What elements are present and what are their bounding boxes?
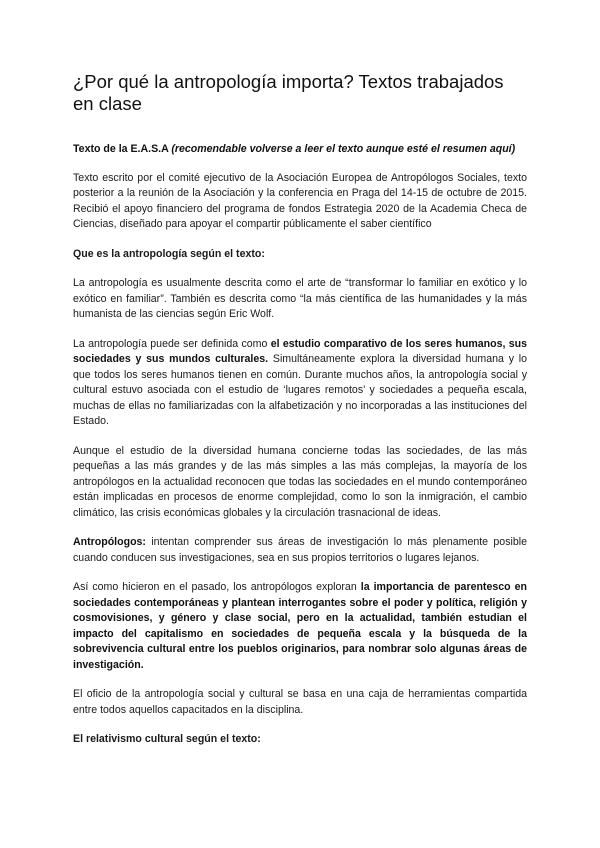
text-run: Simultáneamente explora la diversidad humana y lo que todos los seres humanos tienen en común. Durante muchos años, la antropología social y cultural estuvo asociada con el estudio de ‘lugares remotos’ y sociedades a pequeña escala, muchas de ellas no familiarizadas con la alfabetización y no incorporadas a las instituciones del Estado. [73,353,528,427]
source-note: (recomendable volverse a leer el texto aunque esté el resumen aquí) [171,143,516,155]
section-heading-relativism: El relativismo cultural según el texto: [73,733,261,745]
intro-paragraph: Texto escrito por el comité ejecutivo de la Asociación Europea de Antropólogos Sociales, texto posterior a la reunión de la Asociación y la conferencia en Praga del 14-15 de octubre de 2015. Recibió el apoyo financiero del programa de fondos Estrategia 2020 de la Academia Checa de Ciencias, diseñado para apoyar el compartir públicamente el saber científico [73,171,527,230]
bold-run: el estudio comparativo de los seres humanos, sus sociedades y sus mundos culturales. [73,337,527,365]
section-heading-anthropology: Que es la antropología según el texto: [73,247,265,260]
text-run: Así como hicieron en el pasado, los antropólogos exploran [73,581,361,593]
source-label: Texto de la E.A.S.A [73,143,172,155]
page-content [73,71,527,762]
paragraph-definition-art: La antropología es usualmente descrita como el arte de “transformar lo familiar en exótico y lo exótico en familiar”. También es descrita como “la más científica de las humanidades y la más humanista de las ciencias según Eric Wolf. [73,277,527,320]
text-run: intentan comprender sus áreas de investigación lo más plenamente posible cuando conducen sus investigaciones, sea en sus propios territorios o lugares lejanos. [73,536,527,564]
paragraph-toolkit: El oficio de la antropología social y cultural se basa en una caja de herramientas compartida entre todos aquellos capacitados en la disciplina. [73,688,527,716]
paragraph-diversity: Aunque el estudio de la diversidad humana concierne todas las sociedades, de las más pequeñas a las más grandes y de las más simples a las más complejas, la mayoría de los antropólogos en la actualidad reconocen que todas las sociedades en el mundo contemporáneo están implicadas en procesos de enorme complejidad, como lo son la inmigración, el cambio climático, las crisis económicas globales y la circulación trasnacional de ideas. [73,444,527,519]
text-run: La antropología puede ser definida como [73,337,271,350]
paragraph-research-areas [73,580,527,673]
document-title: ¿Por qué la antropología importa? Textos trabajados en clase [73,71,504,114]
paragraph-definition-study [73,337,527,430]
paragraph-anthropologists [73,535,527,566]
bold-run: la importancia de parentesco en sociedades contemporáneas y plantean interrogantes sobre el poder y política, religión y cosmovisiones, y género y clase social, pero en la actualidad, también estudian el impacto del capitalismo en sociedades de pequeña escala y la búsqueda de la sobrevivencia cultural entre los pueblos originarios, para nombrar solo algunas áreas de investigación. [73,581,527,671]
source-subheading [73,142,527,158]
bold-run: Antropólogos: [73,536,146,548]
